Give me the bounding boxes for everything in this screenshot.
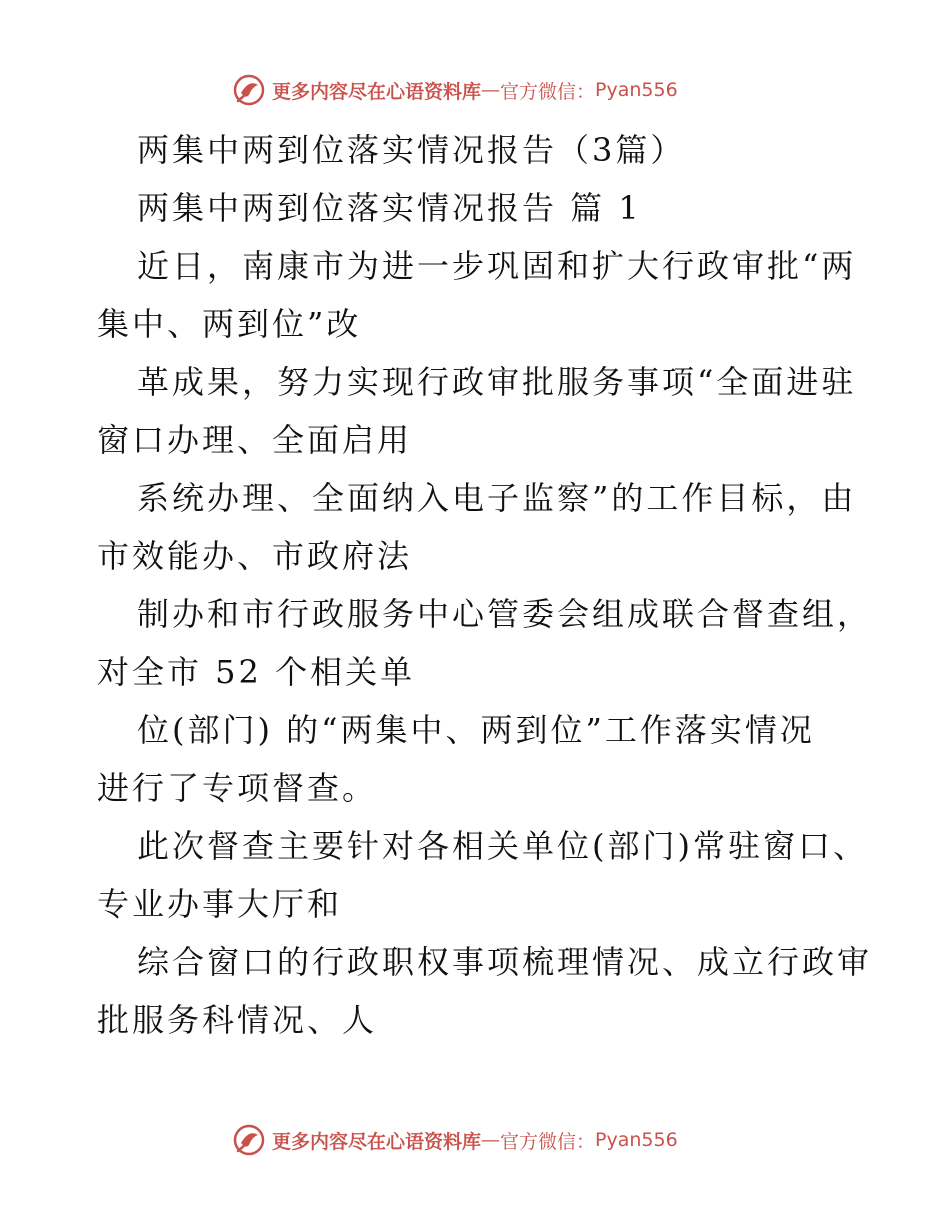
paragraph-line: 革成果，努力实现行政审批服务事项“全面进驻 <box>137 363 857 401</box>
paragraph-line: 专业办事大厅和 <box>97 885 343 923</box>
header-watermark <box>232 70 678 110</box>
paragraph-line: 窗口办理、全面启用 <box>97 421 413 459</box>
watermark-brand: 更多内容尽在心语资料库 <box>272 1130 482 1153</box>
paragraph-line: 综合窗口的行政职权事项梳理情况、成立行政审 <box>137 943 873 981</box>
paragraph-line: 集中、两到位”改 <box>97 305 362 343</box>
watermark-wechat-id: Pyan556 <box>595 1129 678 1151</box>
paragraph-line: 制办和市行政服务中心管委会组成联合督查组， <box>137 595 873 633</box>
paragraph-line: 市效能办、市政府法 <box>97 537 413 575</box>
watermark-brand: 更多内容尽在心语资料库 <box>272 80 482 103</box>
document-body <box>97 121 873 1049</box>
paragraph-line: 对全市 52 个相关单 <box>97 653 416 691</box>
watermark-dash: — <box>481 1129 501 1151</box>
watermark-dash: — <box>481 79 501 101</box>
library-logo-icon <box>232 73 266 107</box>
paragraph-line: 位(部门) 的“两集中、两到位”工作落实情况 <box>137 711 815 749</box>
paragraph-line: 此次督查主要针对各相关单位(部门)常驻窗口、 <box>137 827 868 865</box>
paragraph-line: 批服务科情况、人 <box>97 1001 378 1039</box>
paragraph-line: 近日，南康市为进一步巩固和扩大行政审批“两 <box>137 247 857 285</box>
paragraph-line: 进行了专项督查。 <box>97 769 378 807</box>
document-title: 两集中两到位落实情况报告（3篇） <box>137 131 686 169</box>
watermark-wechat-id: Pyan556 <box>595 79 678 101</box>
watermark-contact-label: 官方微信： <box>500 1130 596 1153</box>
section-heading: 两集中两到位落实情况报告 篇 1 <box>137 189 642 227</box>
footer-watermark <box>232 1120 678 1160</box>
paragraph-line: 系统办理、全面纳入电子监察”的工作目标，由 <box>137 479 857 517</box>
watermark-contact-label: 官方微信： <box>500 80 596 103</box>
library-logo-icon <box>232 1123 266 1157</box>
